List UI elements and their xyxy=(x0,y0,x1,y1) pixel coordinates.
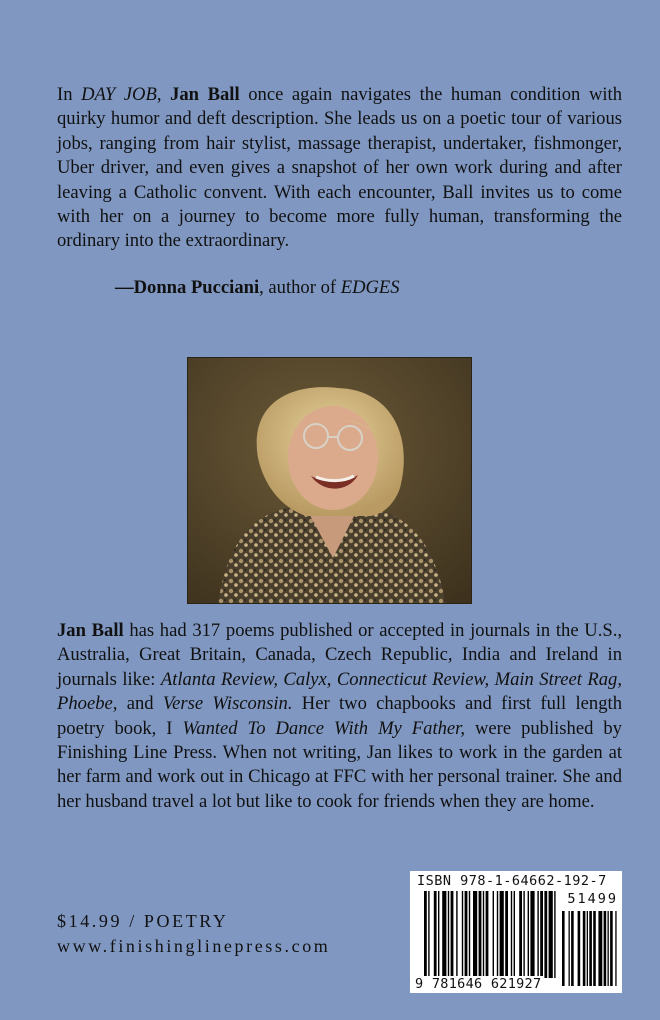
isbn-barcode xyxy=(410,871,622,993)
barcode-bar xyxy=(479,891,482,978)
addon-bar xyxy=(589,911,592,986)
barcode-bar xyxy=(424,891,427,978)
barcode-bar xyxy=(486,891,489,978)
barcode-bar xyxy=(428,891,429,978)
barcode-bar xyxy=(530,891,534,978)
addon-bar xyxy=(571,911,574,986)
bio-journals: Atlanta Review, Calyx, Connecticut Review, Main Street Rag, Phoebe, xyxy=(57,668,622,715)
author-name: Jan Ball xyxy=(170,84,240,105)
book-title: DAY JOB xyxy=(81,84,157,105)
author-bio xyxy=(57,619,622,814)
attribution-book: EDGES xyxy=(340,277,400,298)
barcode-bar xyxy=(465,891,468,978)
barcode-bar xyxy=(544,891,547,978)
author-photo xyxy=(187,357,472,604)
barcode-bar xyxy=(523,891,524,978)
barcode-bar xyxy=(540,891,543,978)
addon-bar xyxy=(583,911,586,986)
bio-text-4: were published by Finishing Line Press. When not writing, Jan likes to work in the garden at her farm and work out in Chicago at FFC with her personal trainer. She and her husband travel a lot but like to cook for friends when they are home. xyxy=(57,717,622,812)
barcode-addon: 51499 xyxy=(567,891,618,907)
addon-bar xyxy=(562,911,565,986)
barcode-bar xyxy=(483,891,484,978)
addon-bar xyxy=(610,911,613,986)
attribution-middle: , author of xyxy=(259,277,341,298)
barcode-bar xyxy=(462,891,463,978)
addon-bar xyxy=(593,911,596,986)
ean-digits: 9 781646 621927 xyxy=(415,976,542,992)
barcode-bar xyxy=(519,891,522,978)
barcode-bar xyxy=(451,891,454,978)
price-category: $14.99 / POETRY xyxy=(57,911,229,931)
addon-bar xyxy=(578,911,581,986)
barcode-bar xyxy=(505,891,508,978)
isbn-label: ISBN 978-1-64662-192-7 xyxy=(417,873,607,889)
author-portrait-icon xyxy=(188,358,472,604)
addon-bar xyxy=(604,911,607,986)
barcode-bar xyxy=(497,891,498,978)
barcode-bar xyxy=(438,891,439,978)
barcode-bar xyxy=(511,891,512,978)
publisher-website: www.finishinglinepress.com xyxy=(57,936,331,956)
blurb-attribution xyxy=(115,276,400,300)
barcode-bar xyxy=(528,891,529,978)
barcode-bar xyxy=(469,891,470,978)
bio-text-3: Her two chapbooks and first full length poetry book, I xyxy=(57,693,622,739)
addon-bar xyxy=(608,911,609,986)
addon-bar xyxy=(587,911,588,986)
bio-text-1: has had 317 poems published or accepted in journals in the U.S., Australia, Great Britain, Canada, Czech Republic, India and Ireland in journals like: xyxy=(57,620,622,690)
attribution-name: Donna Pucciani xyxy=(133,277,260,298)
barcode-bar xyxy=(456,891,457,978)
bio-name: Jan Ball xyxy=(57,620,124,641)
barcode-bar xyxy=(514,891,515,978)
bio-text-2: and xyxy=(117,693,163,715)
barcode-bar xyxy=(493,891,494,978)
addon-bar xyxy=(598,911,602,986)
bio-journal-last: Verse Wisconsin. xyxy=(162,693,293,715)
barcode-bar xyxy=(442,891,446,978)
barcode-bar xyxy=(434,891,437,978)
barcode-bar xyxy=(537,891,538,978)
bio-book: Wanted To Dance With My Father, xyxy=(182,717,465,739)
barcode-bar xyxy=(473,891,477,978)
blurb-paragraph xyxy=(57,83,622,254)
barcode-icon xyxy=(410,871,622,993)
attribution-dash: — xyxy=(115,277,134,298)
barcode-bar xyxy=(500,891,504,978)
blurb-comma: , xyxy=(156,84,171,105)
addon-bar xyxy=(615,911,616,986)
barcode-bar xyxy=(549,891,553,978)
addon-bar xyxy=(569,911,570,986)
barcode-bar xyxy=(554,891,555,978)
barcode-bar xyxy=(448,891,449,978)
blurb-body: once again navigates the human condition with quirky humor and deft description. She leads us on a poetic tour of various jobs, ranging from hair stylist, massage therapist, undertaker, fishmonger, Uber driver, and even gives a snapshot of her own work during and after leaving a Catholic convent. With each encounter, Ball invites us to come with her on a journey to become more fully human, transforming the ordinary into the extraordinary. xyxy=(57,84,622,252)
blurb-intro: In xyxy=(57,84,82,105)
